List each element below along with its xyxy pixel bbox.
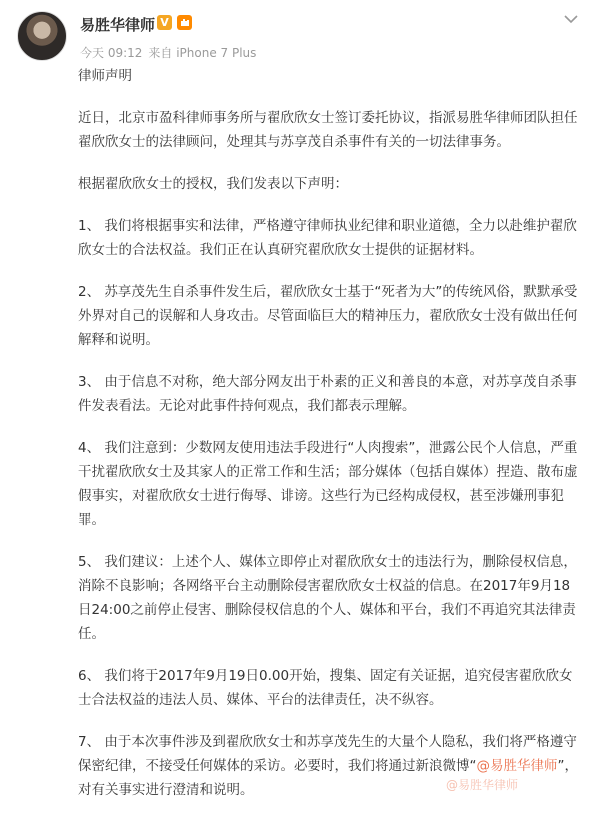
paragraph-1: 1、 我们将根据事实和法律，严格遵守律师执业纪律和职业道德，全力以赴维护翟欣欣女士的合法权益。我们正在认真研究翟欣欣女士提供的证据材料。 <box>78 218 577 258</box>
post-source: 来自 iPhone 7 Plus <box>148 46 257 60</box>
paragraph-6: 6、 我们将于2017年9月19日0.00开始，搜集、固定有关证据，追究侵害翟欣欣女士合法权益的违法人员、媒体、平台的法律责任，决不纵容。 <box>78 668 573 708</box>
post-title: 律师声明 <box>78 68 132 84</box>
mention-link[interactable]: @易胜华律师 <box>476 758 558 774</box>
paragraph-4: 4、 我们注意到：少数网友使用违法手段进行“人肉搜索”，泄露公民个人信息，严重干扰翟欣欣女士及其家人的正常工作和生活；部分媒体（包括自媒体）捏造、散布虚假事实，对翟欣欣女士进行侮辱、诽谤。这些行为已经构成侵权，甚至涉嫌刑事犯罪。 <box>78 440 578 528</box>
author-name[interactable]: 易胜华律师 <box>80 16 156 34</box>
post-header <box>0 0 594 66</box>
paragraph-2: 2、 苏享茂先生自杀事件发生后，翟欣欣女士基于“死者为大”的传统风俗，默默承受外界对自己的误解和人身攻击。尽管面临巨大的精神压力，翟欣欣女士没有做出任何解释和说明。 <box>78 284 578 348</box>
paragraph-authorization: 根据翟欣欣女士的授权，我们发表以下声明： <box>78 176 348 192</box>
avatar[interactable] <box>17 11 67 61</box>
verified-v-icon: V <box>157 15 172 30</box>
paragraph-7-prefix: 7、 由于本次事件涉及到翟欣欣女士和苏享茂先生的大量个人隐私，我们将严格遵守保密纪律，不接受任何媒体的采访。必要时，我们将通过新浪微博“ <box>78 734 577 774</box>
post-meta <box>80 44 262 61</box>
watermark: @易胜华律师 <box>446 778 519 792</box>
paragraph-5: 5、 我们建议：上述个人、媒体立即停止对翟欣欣女士的违法行为，删除侵权信息，消除不良影响；各网络平台主动删除侵害翟欣欣女士权益的信息。在2017年9月18日24:00之前停止侵害、删除侵权信息的个人、媒体和平台，我们不再追究其法律责任。 <box>78 554 577 642</box>
hand-level-icon <box>176 14 193 31</box>
paragraph-3: 3、 由于信息不对称，绝大部分网友出于朴素的正义和善良的本意，对苏享茂自杀事件发表看法。无论对此事件持何观点，我们都表示理解。 <box>78 374 577 414</box>
paragraph-7-suffix: ”，对有关事实进行澄清和说明。 <box>78 758 578 798</box>
chevron-down-icon[interactable] <box>563 14 579 24</box>
paragraph-intro: 近日，北京市盈科律师事务所与翟欣欣女士签订委托协议，指派易胜华律师团队担任翟欣欣女士的法律顾问，处理其与苏享茂自杀事件有关的一切法律事务。 <box>78 110 578 150</box>
post-content <box>78 64 578 820</box>
post-time[interactable]: 今天 09:12 <box>80 46 143 60</box>
